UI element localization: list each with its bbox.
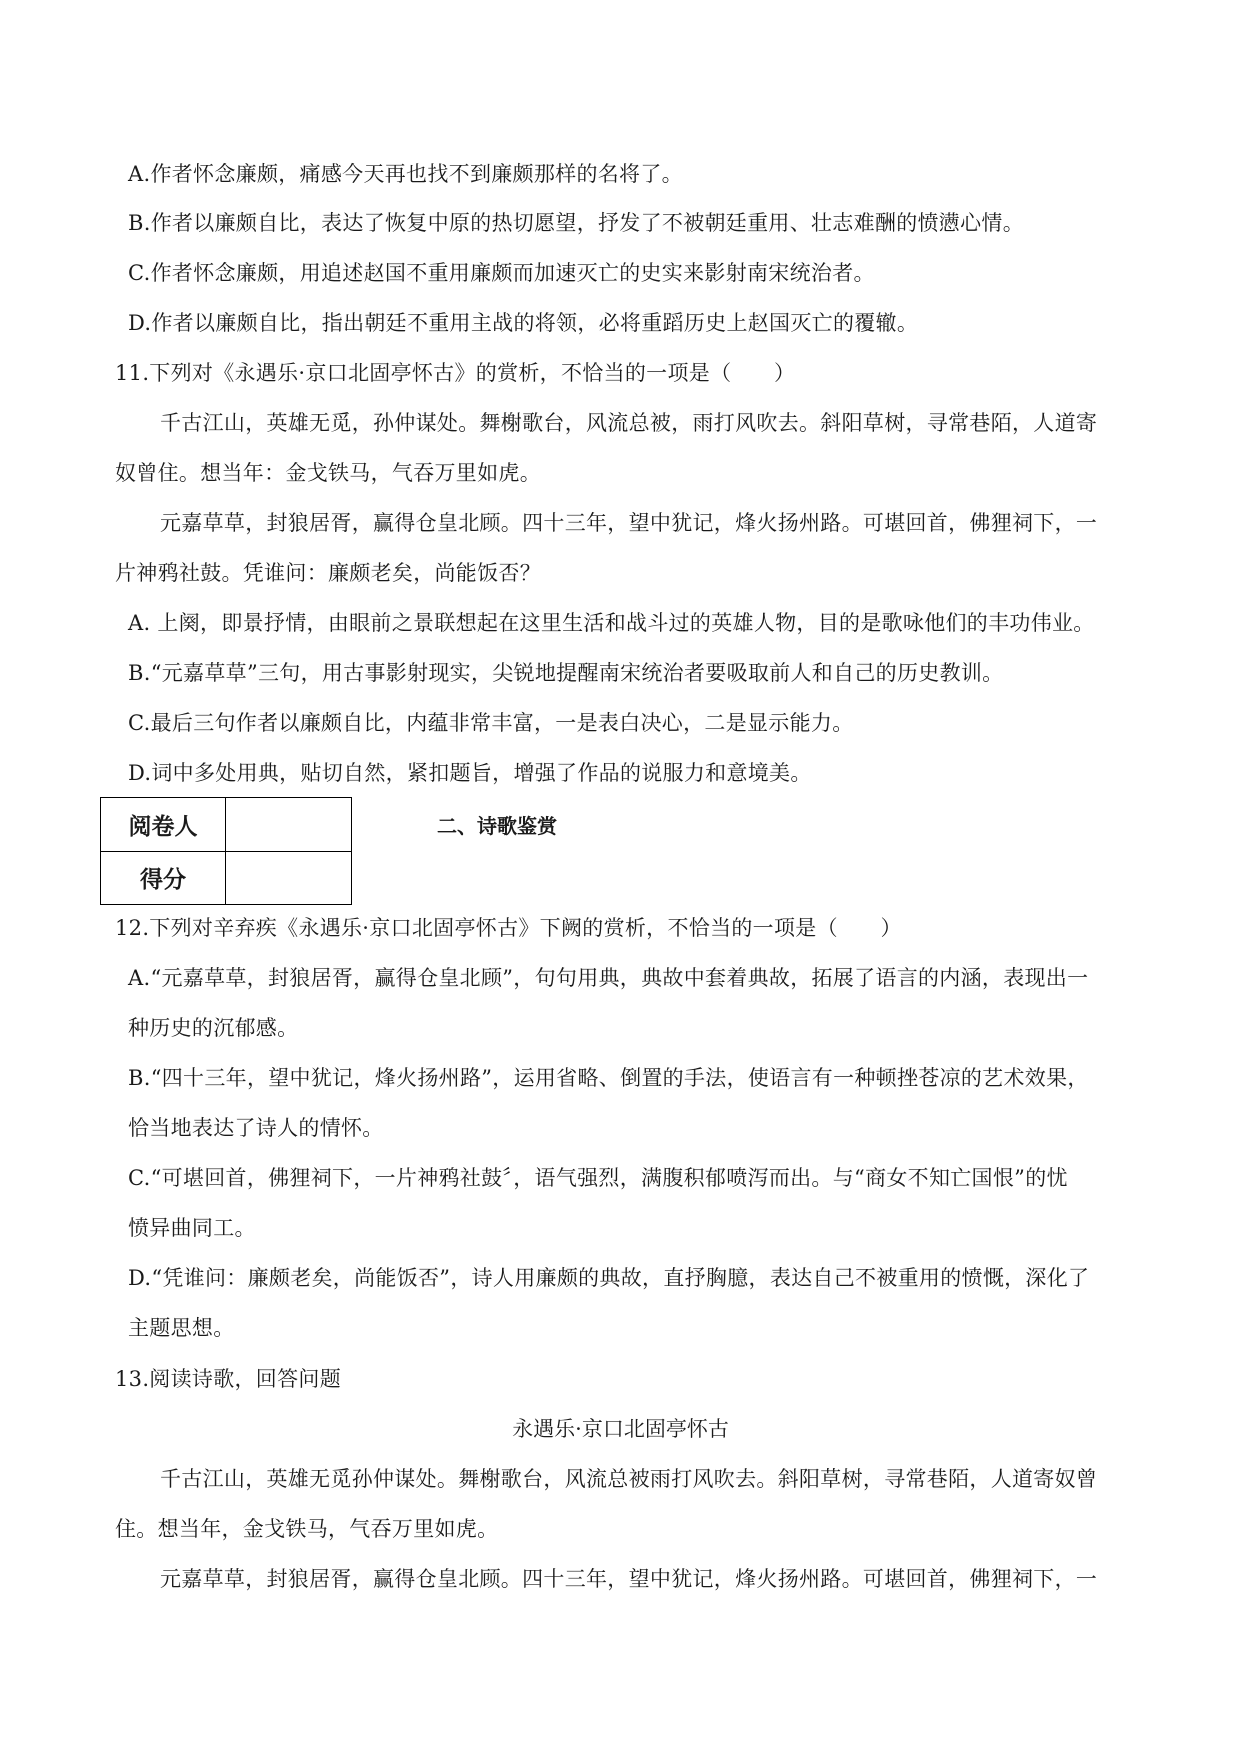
q11-poem-line-4: 片神鸦社鼓。凭谁问：廉颇老矣，尚能饭否？ — [115, 561, 541, 585]
q11-poem-line-3: 元嘉草草，封狼居胥，赢得仓皇北顾。四十三年，望中犹记，烽火扬州路。可堪回首，佛狸祠下，一 — [160, 511, 1098, 535]
q13-poem-line-2: 住。想当年，金戈铁马，气吞万里如虎。 — [115, 1517, 499, 1541]
q12-stem: 12.下列对辛弃疾《永遇乐·京口北固亭怀古》下阙的赏析，不恰当的一项是（ ） — [115, 916, 902, 940]
q11-option-a: A. 上阕，即景抒情，由眼前之景联想起在这里生活和战斗过的英雄人物，目的是歌咏他们的丰功伟业。 — [128, 611, 1095, 635]
score-field[interactable] — [226, 851, 352, 905]
q10-option-c: C.作者怀念廉颇，用追述赵国不重用廉颇而加速灭亡的史实来影射南宋统治者。 — [128, 261, 875, 285]
q11-option-c: C.最后三句作者以廉颇自比，内蕴非常丰富，一是表白决心，二是显示能力。 — [128, 711, 854, 735]
section-heading: 二、诗歌鉴赏 — [437, 814, 557, 838]
q11-poem-line-2: 奴曾住。想当年：金戈铁马，气吞万里如虎。 — [115, 461, 541, 485]
q12-option-b-line-1: B.“四十三年，望中犹记，烽火扬州路”，运用省略、倒置的手法，使语言有一种顿挫苍凉的艺术效果， — [128, 1066, 1089, 1090]
q13-poem-title: 永遇乐·京口北固亭怀古 — [512, 1417, 729, 1441]
q11-stem: 11.下列对《永遇乐·京口北固亭怀古》的赏析，不恰当的一项是（ ） — [115, 361, 796, 385]
q12-option-d-line-2: 主题思想。 — [128, 1316, 235, 1340]
reviewer-label: 阅卷人 — [101, 798, 226, 852]
q13-poem-line-3: 元嘉草草，封狼居胥，赢得仓皇北顾。四十三年，望中犹记，烽火扬州路。可堪回首，佛狸祠下，一 — [160, 1567, 1098, 1591]
reviewer-field[interactable] — [226, 798, 352, 852]
q10-option-d: D.作者以廉颇自比，指出朝廷不重用主战的将领，必将重蹈历史上赵国灭亡的覆辙。 — [128, 311, 919, 335]
q12-option-a-line-1: A.“元嘉草草，封狼居胥，赢得仓皇北顾”，句句用典，典故中套着典故，拓展了语言的内涵，表现出一 — [128, 966, 1089, 990]
q11-option-d: D.词中多处用典，贴切自然，紧扣题旨，增强了作品的说服力和意境美。 — [128, 761, 812, 785]
q11-option-b: B.“元嘉草草”三句，用古事影射现实，尖锐地提醒南宋统治者要吸取前人和自己的历史教训。 — [128, 661, 1004, 685]
score-label: 得分 — [101, 851, 226, 905]
q12-option-c-line-2: 愤异曲同工。 — [128, 1216, 256, 1240]
q12-option-a-line-2: 种历史的沉郁感。 — [128, 1016, 299, 1040]
q12-option-b-line-2: 恰当地表达了诗人的情怀。 — [128, 1116, 384, 1140]
q12-option-c-line-1: C.“可堪回首，佛狸祠下，一片神鸦社鼓〞，语气强烈，满腹积郁喷泻而出。与“商女不知亡国恨”的忧 — [128, 1166, 1068, 1190]
q13-poem-line-1: 千古江山，英雄无觅孙仲谋处。舞榭歌台，风流总被雨打风吹去。斜阳草树，寻常巷陌，人道寄奴曾 — [160, 1467, 1098, 1491]
q11-poem-line-1: 千古江山，英雄无觅，孙仲谋处。舞榭歌台，风流总被，雨打风吹去。斜阳草树，寻常巷陌，人道寄 — [160, 411, 1098, 435]
q12-option-d-line-1: D.“凭谁问：廉颇老矣，尚能饭否”，诗人用廉颇的典故，直抒胸臆，表达自己不被重用的愤慨，深化了 — [128, 1266, 1090, 1290]
score-box — [100, 797, 352, 905]
q13-stem: 13.阅读诗歌，回答问题 — [115, 1367, 341, 1391]
q10-option-a: A.作者怀念廉颇，痛感今天再也找不到廉颇那样的名将了。 — [128, 162, 683, 186]
q10-option-b: B.作者以廉颇自比，表达了恢复中原的热切愿望，抒发了不被朝廷重用、壮志难酬的愤懑心情。 — [128, 211, 1025, 235]
